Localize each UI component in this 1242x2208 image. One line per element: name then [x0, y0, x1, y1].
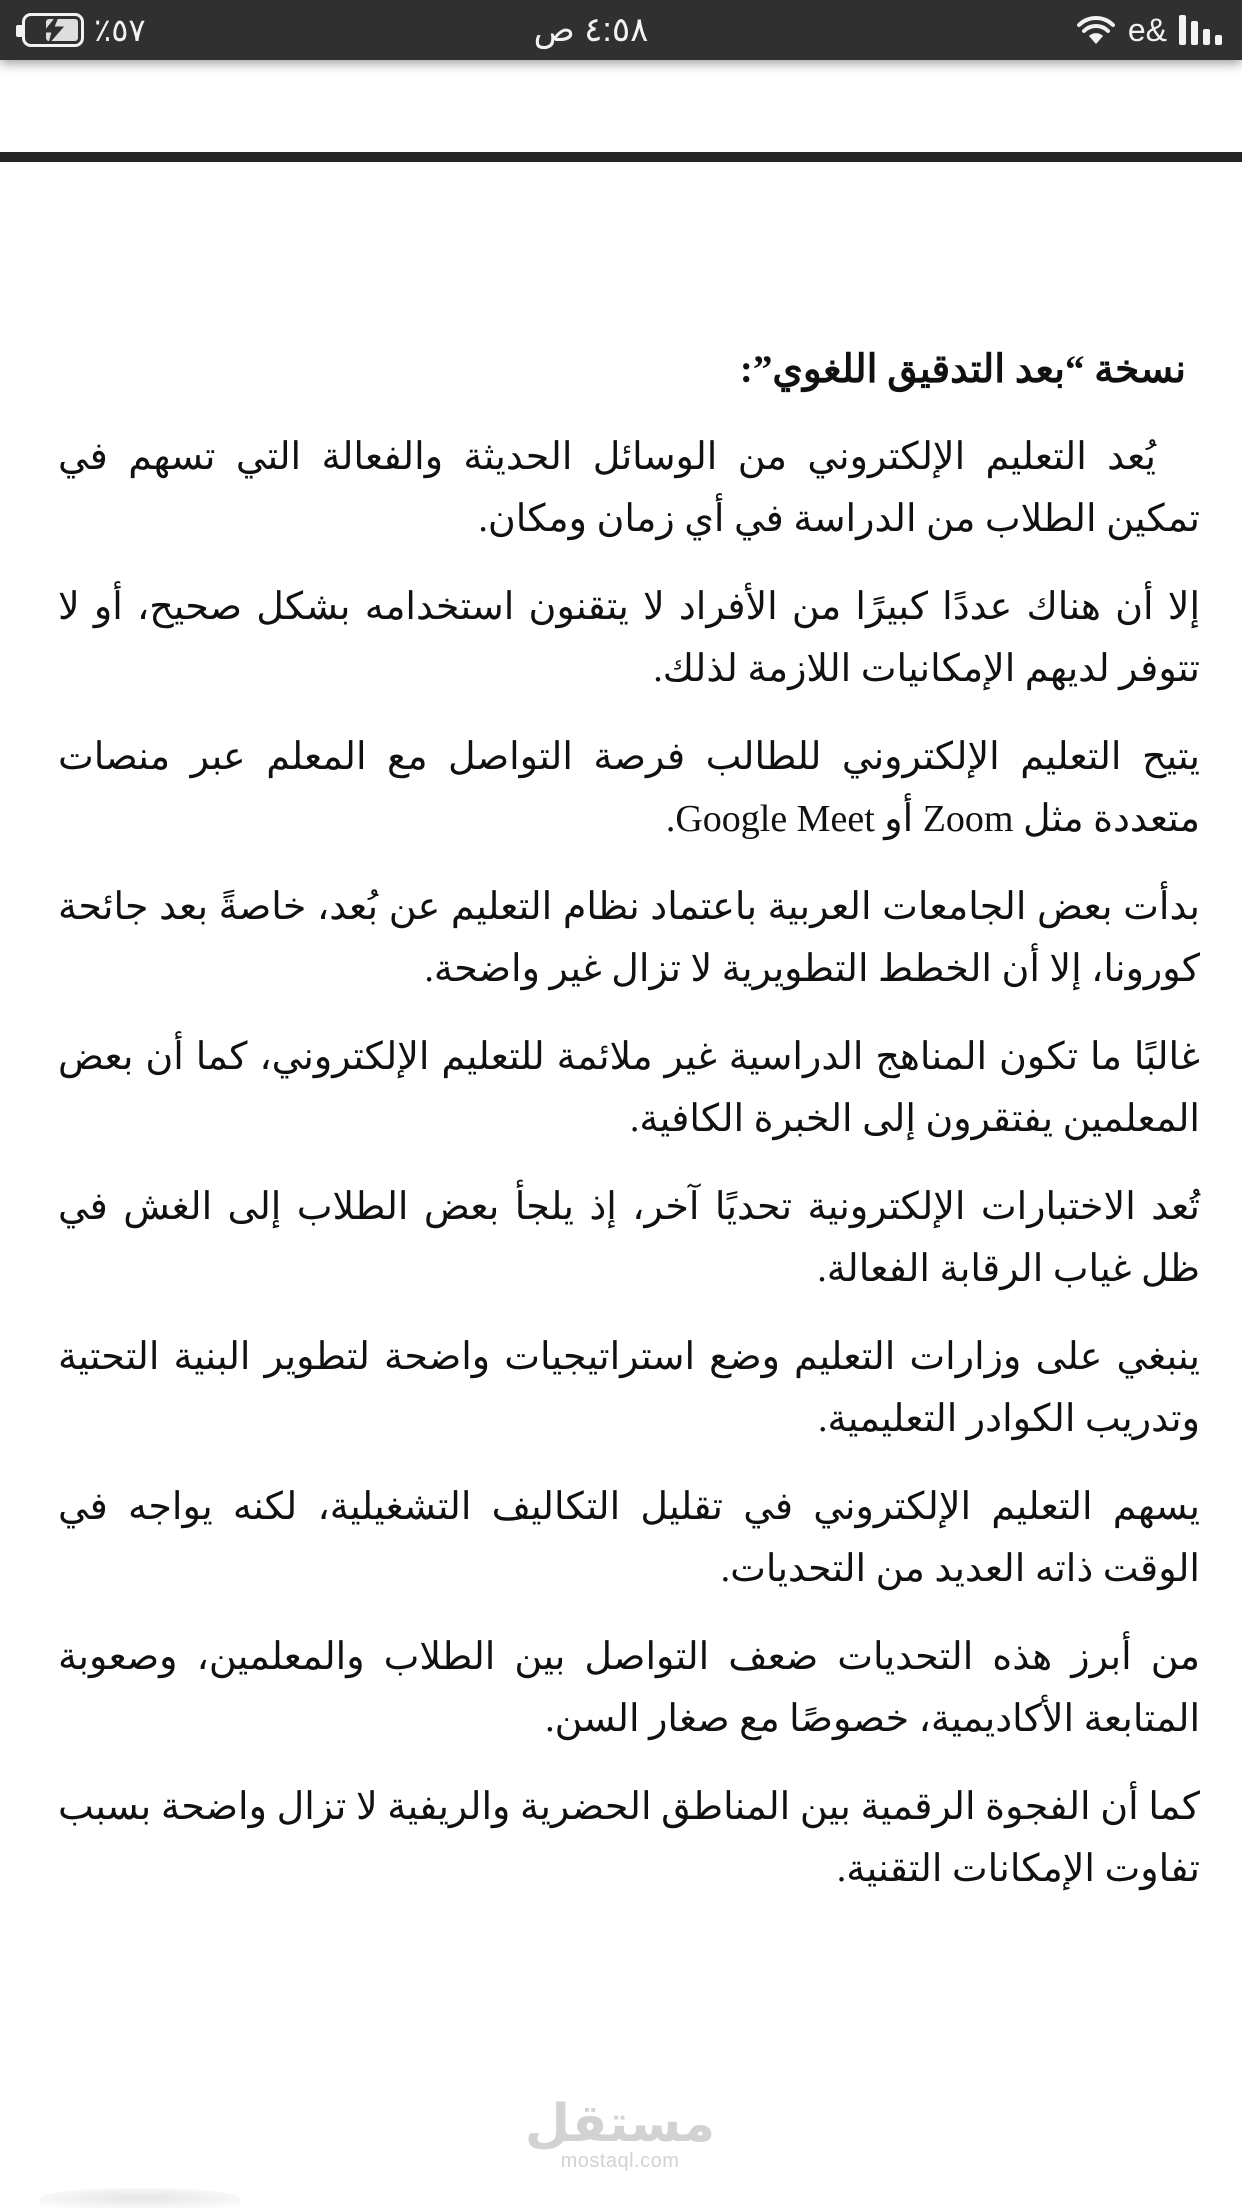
- status-bar-right: [1076, 8, 1222, 52]
- signal-bars-icon: [1179, 15, 1222, 45]
- document-title: نسخة “بعد التدقيق اللغوي”:: [739, 348, 1186, 391]
- paragraph: إلا أن هناك عددًا كبيرًا من الأفراد لا يتقنون استخدامه بشكل صحيح، أو لا تتوفر لديهم الإمكانيات اللازمة لذلك.: [58, 586, 1200, 690]
- watermark-arabic: مستقل: [524, 2095, 716, 2153]
- paragraph: بدأت بعض الجامعات العربية باعتماد نظام التعليم عن بُعد، خاصةً بعد جائحة كورونا، إلا أن الخطط التطويرية لا تزال غير واضحة.: [58, 886, 1200, 990]
- paragraph: غالبًا ما تكون المناهج الدراسية غير ملائمة للتعليم الإلكتروني، كما أن بعض المعلمين يفتقرون إلى الخبرة الكافية.: [58, 1036, 1200, 1140]
- carrier-name: e&: [1127, 11, 1167, 48]
- paragraph: تُعد الاختبارات الإلكترونية تحديًا آخر، إذ يلجأ بعض الطلاب إلى الغش في ظل غياب الرقابة الفعالة.: [58, 1186, 1200, 1290]
- mostaql-watermark: [520, 2095, 720, 2172]
- battery-percentage: ٪٥٧: [94, 12, 146, 48]
- paragraph: يُعد التعليم الإلكتروني من الوسائل الحديثة والفعالة التي تسهم في تمكين الطلاب من الدراسة في أي زمان ومكان.: [58, 436, 1200, 540]
- gesture-hint: [40, 2188, 240, 2208]
- paragraph: يسهم التعليم الإلكتروني في تقليل التكاليف التشغيلية، لكنه يواجه في الوقت ذاته العديد من التحديات.: [58, 1486, 1200, 1590]
- status-bar: [0, 0, 1242, 60]
- watermark-url: mostaql.com: [560, 2150, 680, 2172]
- paragraph: كما أن الفجوة الرقمية بين المناطق الحضرية والريفية لا تزال واضحة بسبب تفاوت الإمكانات التقنية.: [58, 1786, 1200, 1890]
- wifi-icon: [1076, 14, 1116, 46]
- paragraph: يتيح التعليم الإلكتروني للطالب فرصة التواصل مع المعلم عبر منصات متعددة مثل Zoom أو Google Meet.: [58, 736, 1200, 840]
- clock: ٤:٥٨ ص: [533, 11, 649, 49]
- paragraph: من أبرز هذه التحديات ضعف التواصل بين الطلاب والمعلمين، وصعوبة المتابعة الأكاديمية، خصوصًا مع صغار السن.: [58, 1636, 1200, 1740]
- paragraph: ينبغي على وزارات التعليم وضع استراتيجيات واضحة لتطوير البنية التحتية وتدريب الكوادر التعليمية.: [58, 1336, 1200, 1440]
- document-body: [58, 340, 1200, 1900]
- header-divider: [0, 152, 1242, 162]
